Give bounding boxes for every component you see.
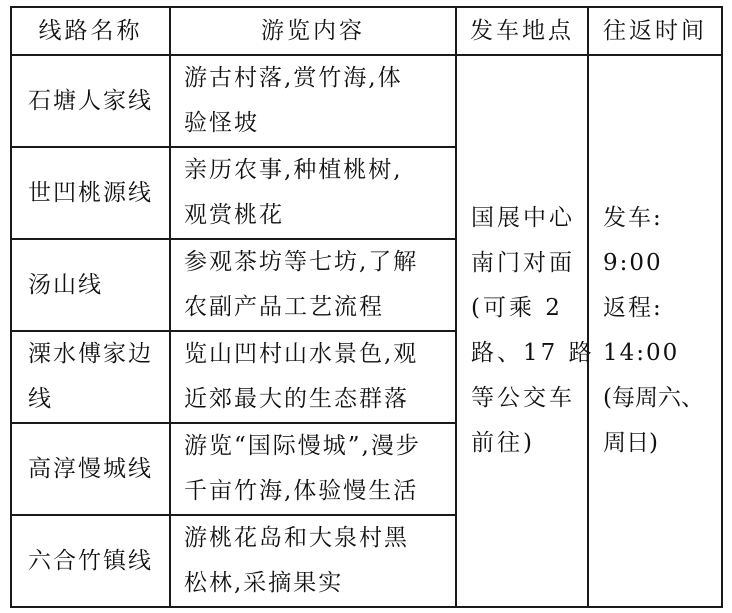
route-content-line: 近郊最大的生态群落 — [184, 386, 409, 412]
route-name: 石塘人家线 — [28, 87, 153, 114]
route-content-line: 游古村落,赏竹海,体 — [184, 65, 403, 91]
header-route-name: 线路名称 — [11, 7, 170, 55]
departure-location-line: 路、17 路 — [471, 340, 595, 366]
round-trip-time-line: 发车: — [603, 205, 663, 231]
route-content-line: 验怪坡 — [184, 110, 259, 136]
route-content-line: 松林,采摘果实 — [184, 570, 344, 596]
route-name-cell — [11, 423, 170, 515]
departure-location-line: (可乘 2 — [471, 295, 563, 321]
route-content-line: 千亩竹海,体验慢生活 — [184, 478, 419, 504]
route-content-cell — [170, 55, 456, 147]
route-content-cell — [170, 147, 456, 239]
round-trip-time-line: (每周六、 — [603, 385, 704, 411]
route-content-line: 览山凹村山水景色,观 — [184, 341, 419, 367]
header-row — [11, 7, 722, 55]
route-content-cell — [170, 239, 456, 331]
departure-location-line: 国展中心 — [471, 205, 575, 231]
route-name: 溧水傅家边 — [28, 341, 153, 367]
route-content-cell — [170, 515, 456, 607]
tour-routes-table — [10, 6, 723, 608]
route-name: 线 — [28, 386, 53, 412]
route-name: 汤山线 — [28, 271, 103, 298]
departure-location-cell — [456, 55, 595, 607]
departure-location-line: 前往) — [471, 430, 535, 456]
route-name-cell — [11, 55, 170, 147]
round-trip-time-line: 14:00 — [603, 340, 680, 366]
header-departure-location: 发车地点 — [456, 7, 588, 55]
route-name-cell — [11, 331, 170, 423]
header-tour-content: 游览内容 — [170, 7, 456, 55]
route-content-line: 农副产品工艺流程 — [184, 294, 384, 320]
round-trip-time-cell — [588, 55, 722, 607]
departure-location-line: 等公交车 — [471, 385, 575, 411]
route-content-cell — [170, 423, 456, 515]
route-content-line: 亲历农事,种植桃树, — [184, 157, 403, 183]
route-row-shitang — [11, 55, 722, 147]
round-trip-time-line: 返程: — [603, 295, 663, 321]
departure-location-line: 南门对面 — [471, 250, 575, 276]
route-name: 六合竹镇线 — [28, 547, 153, 574]
route-name: 世凹桃源线 — [28, 179, 153, 206]
route-content-cell — [170, 331, 456, 423]
round-trip-time-line: 周日) — [603, 430, 658, 456]
route-name-cell — [11, 239, 170, 331]
route-content-line: 参观茶坊等七坊,了解 — [184, 249, 419, 275]
round-trip-time-line: 9:00 — [603, 250, 663, 276]
route-content-line: 游览“国际慢城”,漫步 — [184, 433, 421, 459]
route-name: 高淳慢城线 — [28, 455, 153, 482]
route-name-cell — [11, 147, 170, 239]
header-round-trip-time: 往返时间 — [588, 7, 722, 55]
route-content-line: 游桃花岛和大泉村黑 — [184, 525, 409, 551]
route-name-cell — [11, 515, 170, 607]
route-content-line: 观赏桃花 — [184, 202, 284, 228]
